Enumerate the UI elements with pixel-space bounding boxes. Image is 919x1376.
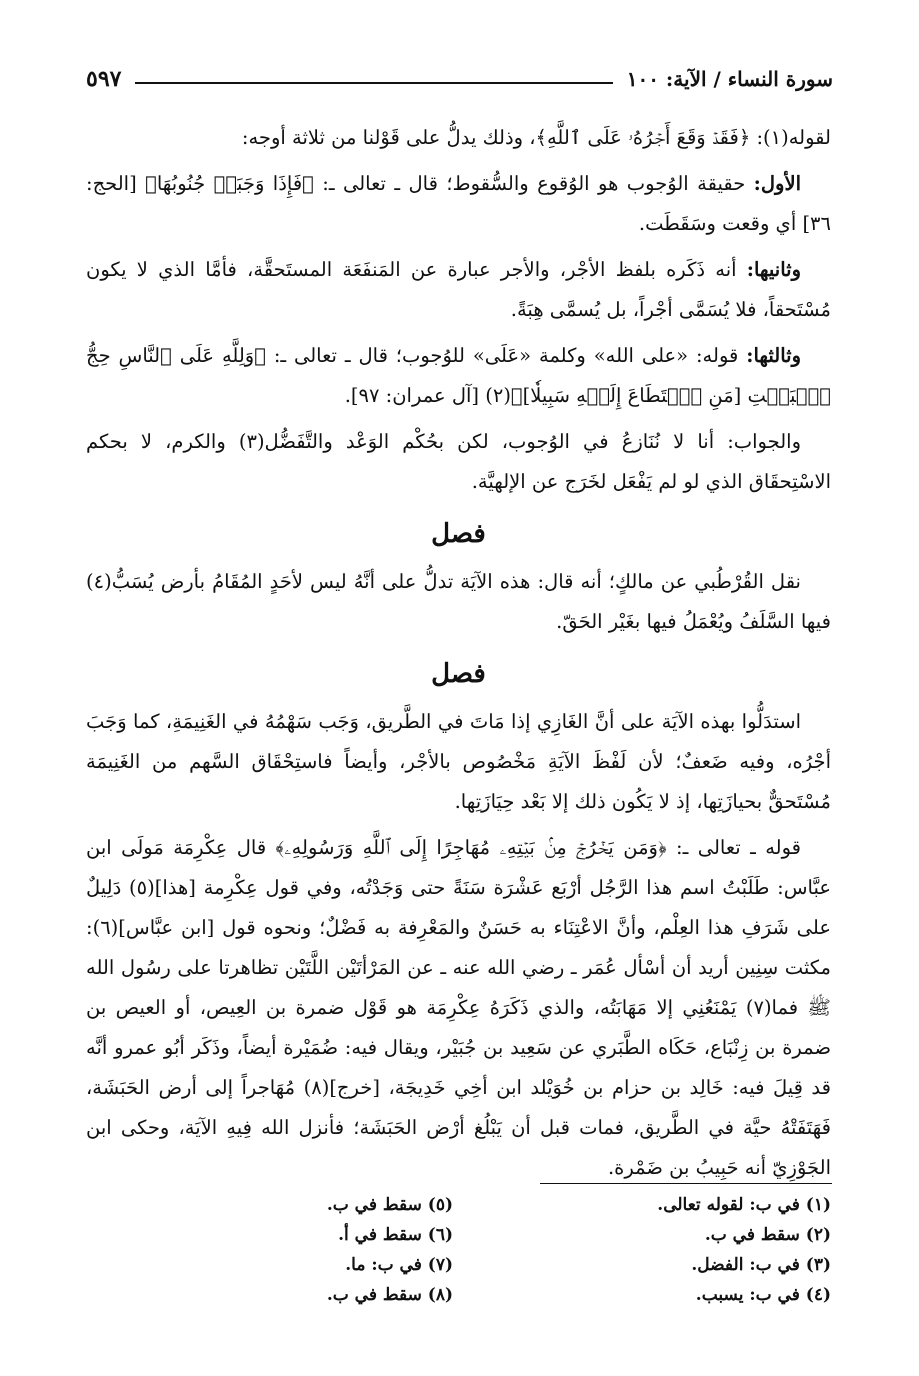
footnote: (٣) في ب: الفضل. — [691, 1255, 831, 1275]
section-heading: فصل — [431, 519, 486, 549]
footnote: (٦) سقط في أ. — [338, 1225, 453, 1245]
footnote: (٤) في ب: يسبب. — [695, 1285, 831, 1305]
page-number: ٥٩٧ — [86, 66, 122, 92]
paragraph-text: أنه ذَكَره بلفظ الأجْر، والأجر عبارة عن المَنفَعَة المستَحقَّة، فأمَّا الذي لا يكون مُسْتَحقاً، فلا يُسَمَّى أجْراً، بل يُسمَّى هِبَةً. — [86, 258, 831, 321]
running-title: سورة النساء / الآية: ١٠٠ — [626, 67, 833, 91]
footnote: (٢) سقط في ب. — [704, 1225, 831, 1245]
paragraph — [86, 250, 831, 330]
paragraph: والجواب: أنا لا نُنَازعُ في الوُجوب، لكن بحُكْم الوَعْد والتَّفَضُّل(٣) والكرم، لا بحكم الاسْتِحقَاق الذي لو لم يَفْعَل لخَرَج عن الإلهيَّة. — [86, 430, 831, 493]
paragraph: لقوله(١): ﴿فَقَدۡ وَقَعَ أَجۡرُهُۥ عَلَى ٱللَّهِ﴾، وذلك يدلُّ على قَوْلنا من ثلاثة أوجه: — [241, 126, 831, 149]
footnotes-column-left — [253, 1190, 453, 1310]
paragraph — [86, 336, 831, 416]
main-text — [86, 118, 831, 1188]
paragraph-lead: وثانيها: — [746, 258, 801, 281]
paragraph: قوله ـ تعالى ـ: ﴿وَمَن يَخۡرُجۡ مِنۢ بَيۡتِهِۦ مُهَاجِرًا إِلَى ٱللَّهِ وَرَسُولِهِۦ﴾ قال عِكْرِمَة مَولَى ابن عبَّاس: طَلَبْتُ اسم هذا الرَّجُل أرْبَع عَشْرَة سَنَةً حتى وَجَدْتُه، وفي قول عِكْرِمة [هذا](٥) دَلِيلٌ على شَرَفِ هذا العِلْم، وأنَّ الاعْتِنَاء به حَسَنٌ والمَعْرِفة به فَضْلٌ؛ ونحوه قول [ابن عبَّاس](٦): مكثت سِنِين أريد أن أسْأل عُمَر ـ رضي الله عنه ـ عن المَرْأتَيْن اللَّتَيْن تظاهرتا على رسُول الله ﷺ فما(٧) يَمْنَعُنِي إلا مَهَابَتُه، والذي ذَكَرَهُ عِكْرِمَة هو قَوْل ضمرة بن العِيص، أو العيص بن ضمرة بن زِنْبَاع، حَكَاه الطَّبَري عن سَعِيد بن جُبَيْر، ويقال فيه: ضُمَيْرة أيضاً، وذَكَر أبُو عمرو أنَّه قد قِيلَ فيه: خَالِد بن حزام بن خُوَيْلد ابن أخِي خَدِيجَة، [خرج](٨) مُهَاجراً إلى أرض الحَبَشَة، فَهَتَفَتْهُ حيَّة في الطَّريق، فمات قبل أن يَبْلُغ أرْض الحَبَشَة؛ فأنزل الله فِيهِ الآيَة، وحكى ابن الجَوْزِيّ أنه حَبِيبُ بن ضَمْرة. — [86, 836, 832, 1179]
header-rule — [135, 82, 612, 84]
page-header — [86, 58, 833, 92]
paragraph: استدَلُّوا بهذه الآيَة على أنَّ الغَازِي إذا مَاتَ في الطَّريق، وَجَب سَهْمُهُ في الغَنِيمَةِ، كما وَجَبَ أجْرُه، وفيه ضَعفٌ؛ لأن لَفْظَ الآيَةِ مَخْصُوص بالأجْر، وأيضاً فاستِحْقَاق السَّهم من الغَنِيمَة مُسْتَحقٌّ بحيازَتِها، إذ لا يَكُون ذلك إلا بَعْد حِيَازَتِها. — [86, 710, 831, 813]
footnotes-column-right — [571, 1190, 831, 1310]
paragraph-text: قوله: «على الله» وكلمة «عَلَى» للوُجوب؛ قال ـ تعالى ـ: ﴿وَلِلَّهِ عَلَى ٱلنَّاسِ حِجُّ ٱلۡبَيۡتِ [مَنِ ٱسۡتَطَاعَ إِلَيۡهِ سَبِيلٗا]﴾(٢) [آل عمران: ٩٧]. — [86, 344, 831, 407]
footnote: (١) في ب: لقوله تعالى. — [657, 1195, 831, 1215]
section-heading: فصل — [431, 659, 486, 689]
footnote: (٥) سقط في ب. — [326, 1195, 453, 1215]
footnote-rule — [540, 1183, 832, 1184]
footnote: (٨) سقط في ب. — [326, 1285, 453, 1305]
paragraph: نقل القُرْطُبي عن مالكٍ؛ أنه قال: هذه الآيَة تدلُّ على أنَّهُ ليس لأحَدٍ المُقَامُ بأرض يُسَبُّ(٤) فيها السَّلَفُ ويُعْمَلُ فيها بغَيْر الحَقّ. — [86, 570, 831, 633]
footnote: (٧) في ب: ما. — [345, 1255, 453, 1275]
paragraph-lead: الأول: — [753, 172, 801, 195]
paragraph — [86, 164, 831, 244]
paragraph-text: حقيقة الوُجوب هو الوُقوع والسُّقوط؛ قال ـ تعالى ـ: ﴿فَإِذَا وَجَبَتۡ جُنُوبُهَا﴾ [الحج: ٣٦] أي وقعت وسَقَطَت. — [86, 172, 831, 235]
paragraph-lead: وثالثها: — [746, 344, 801, 367]
